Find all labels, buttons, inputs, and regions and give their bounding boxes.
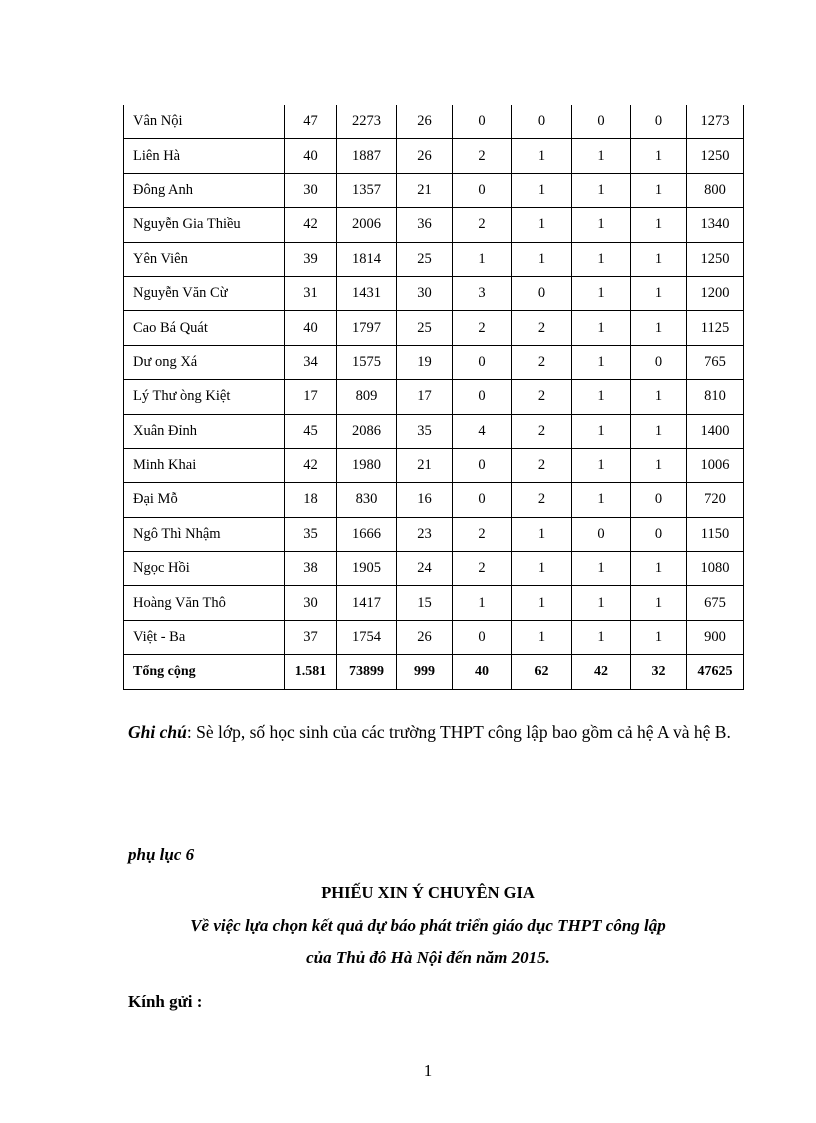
table-cell: 36	[397, 208, 453, 242]
table-cell: 1	[631, 380, 687, 414]
table-cell: 42	[285, 208, 337, 242]
table-row	[124, 380, 744, 414]
table-cell: 1	[631, 139, 687, 173]
table-row	[124, 345, 744, 379]
table-cell: 30	[285, 586, 337, 620]
table-cell: 32	[631, 655, 687, 689]
table-row	[124, 242, 744, 276]
table-cell: 1666	[337, 517, 397, 551]
table-cell: 25	[397, 242, 453, 276]
school-name-cell: Xuân Đỉnh	[124, 414, 285, 448]
table-cell: 2086	[337, 414, 397, 448]
school-name-cell: Đại Mỗ	[124, 483, 285, 517]
table-cell: 40	[285, 311, 337, 345]
table-cell: 800	[687, 173, 744, 207]
table-cell: 1	[631, 173, 687, 207]
table-cell: 1754	[337, 620, 397, 654]
table-cell: 1200	[687, 276, 744, 310]
school-name-cell: Dư ong Xá	[124, 345, 285, 379]
table-cell: 810	[687, 380, 744, 414]
table-cell: 1.581	[285, 655, 337, 689]
table-cell: 1	[512, 586, 572, 620]
table-cell: 1	[631, 414, 687, 448]
table-cell: 1	[572, 173, 631, 207]
table-cell: 1	[512, 517, 572, 551]
school-name-cell: Đông Anh	[124, 173, 285, 207]
table-cell: 1814	[337, 242, 397, 276]
form-subtitle-line-1: Về việc lựa chọn kết quả dự báo phát triển giáo dục THPT công lập	[190, 916, 666, 935]
table-row	[124, 586, 744, 620]
total-label: Tổng cộng	[124, 655, 285, 689]
table-cell: 0	[631, 105, 687, 139]
table-cell: 62	[512, 655, 572, 689]
table-cell: 34	[285, 345, 337, 379]
table-cell: 1	[572, 208, 631, 242]
table-cell: 2	[512, 414, 572, 448]
note-text: : Sè lớp, số học sinh của các trường THPT công lập bao gồm cả hệ A và hệ B.	[186, 722, 731, 742]
table-cell: 1250	[687, 139, 744, 173]
table-cell: 1	[572, 380, 631, 414]
table-cell: 1	[512, 552, 572, 586]
table-cell: 0	[631, 483, 687, 517]
table-cell: 1357	[337, 173, 397, 207]
table-total-row	[124, 655, 744, 689]
table-cell: 1340	[687, 208, 744, 242]
table-cell: 900	[687, 620, 744, 654]
table-cell: 1	[572, 448, 631, 482]
table-cell: 30	[285, 173, 337, 207]
table-body	[124, 105, 744, 689]
table-cell: 1	[512, 139, 572, 173]
table-cell: 1	[512, 242, 572, 276]
table-row	[124, 139, 744, 173]
table-cell: 2	[453, 208, 512, 242]
table-cell: 40	[453, 655, 512, 689]
table-cell: 42	[285, 448, 337, 482]
table-cell: 1	[572, 139, 631, 173]
table-row	[124, 105, 744, 139]
table-cell: 47	[285, 105, 337, 139]
table-cell: 1150	[687, 517, 744, 551]
school-name-cell: Liên Hà	[124, 139, 285, 173]
table-cell: 999	[397, 655, 453, 689]
table-cell: 1	[631, 311, 687, 345]
table-row	[124, 517, 744, 551]
table-cell: 1905	[337, 552, 397, 586]
table-row	[124, 276, 744, 310]
table-cell: 2	[453, 552, 512, 586]
table-cell: 19	[397, 345, 453, 379]
table-cell: 45	[285, 414, 337, 448]
appendix-heading: phụ lục 6	[128, 845, 195, 864]
table-cell: 21	[397, 173, 453, 207]
table-row	[124, 414, 744, 448]
table-cell: 26	[397, 620, 453, 654]
table-cell: 2	[512, 311, 572, 345]
table-cell: 0	[453, 173, 512, 207]
table-cell: 1	[512, 173, 572, 207]
school-statistics-table	[123, 105, 744, 690]
table-cell: 2	[512, 380, 572, 414]
table-cell: 1	[572, 242, 631, 276]
table-cell: 1	[572, 552, 631, 586]
table-cell: 0	[453, 345, 512, 379]
table-cell: 0	[512, 105, 572, 139]
form-title: PHIẾU XIN Ý CHUYÊN GIA	[321, 883, 535, 902]
table-cell: 2273	[337, 105, 397, 139]
table-row	[124, 552, 744, 586]
table-cell: 809	[337, 380, 397, 414]
table-cell: 30	[397, 276, 453, 310]
school-name-cell: Yên Viên	[124, 242, 285, 276]
table-cell: 1250	[687, 242, 744, 276]
school-name-cell: Hoàng Văn Thô	[124, 586, 285, 620]
table-cell: 0	[572, 517, 631, 551]
table-cell: 39	[285, 242, 337, 276]
table-cell: 15	[397, 586, 453, 620]
school-name-cell: Việt - Ba	[124, 620, 285, 654]
table-cell: 1	[572, 483, 631, 517]
table-cell: 2	[453, 311, 512, 345]
table-cell: 47625	[687, 655, 744, 689]
table-row	[124, 448, 744, 482]
form-subtitle-line-2: của Thủ đô Hà Nội đến năm 2015.	[306, 948, 550, 967]
table-cell: 35	[285, 517, 337, 551]
table-cell: 4	[453, 414, 512, 448]
table-cell: 2006	[337, 208, 397, 242]
table-cell: 0	[453, 380, 512, 414]
table-cell: 1	[631, 276, 687, 310]
table-cell: 1006	[687, 448, 744, 482]
table-cell: 2	[453, 139, 512, 173]
table-cell: 1080	[687, 552, 744, 586]
table-cell: 35	[397, 414, 453, 448]
table-cell: 0	[512, 276, 572, 310]
table-cell: 1417	[337, 586, 397, 620]
table-cell: 0	[453, 483, 512, 517]
table-cell: 1	[572, 345, 631, 379]
table-cell: 24	[397, 552, 453, 586]
table-cell: 0	[631, 345, 687, 379]
table-cell: 1	[572, 586, 631, 620]
table-cell: 1980	[337, 448, 397, 482]
table-cell: 0	[572, 105, 631, 139]
school-name-cell: Nguyễn Văn Cừ	[124, 276, 285, 310]
school-name-cell: Ngô Thì Nhậm	[124, 517, 285, 551]
table-cell: 1	[453, 586, 512, 620]
table-cell: 0	[453, 448, 512, 482]
table-cell: 0	[453, 105, 512, 139]
table-cell: 38	[285, 552, 337, 586]
school-name-cell: Ngọc Hồi	[124, 552, 285, 586]
table-cell: 1	[572, 311, 631, 345]
school-name-cell: Minh Khai	[124, 448, 285, 482]
table-cell: 0	[453, 620, 512, 654]
table-cell: 830	[337, 483, 397, 517]
table-cell: 675	[687, 586, 744, 620]
table-cell: 25	[397, 311, 453, 345]
table-cell: 40	[285, 139, 337, 173]
table-cell: 26	[397, 105, 453, 139]
table-cell: 1	[631, 552, 687, 586]
school-name-cell: Lý Thư òng Kiệt	[124, 380, 285, 414]
table-cell: 1575	[337, 345, 397, 379]
table-cell: 1	[572, 276, 631, 310]
table-cell: 1887	[337, 139, 397, 173]
table-cell: 2	[512, 483, 572, 517]
table-cell: 1	[631, 448, 687, 482]
table-cell: 31	[285, 276, 337, 310]
table-cell: 21	[397, 448, 453, 482]
page-number: 1	[423, 1061, 433, 1080]
greeting-label: Kính gửi :	[128, 992, 203, 1011]
table-cell: 1400	[687, 414, 744, 448]
table-cell: 37	[285, 620, 337, 654]
table-row	[124, 620, 744, 654]
table-row	[124, 483, 744, 517]
table-cell: 1	[453, 242, 512, 276]
table-cell: 17	[285, 380, 337, 414]
table-cell: 1	[572, 620, 631, 654]
table-cell: 16	[397, 483, 453, 517]
table-cell: 720	[687, 483, 744, 517]
table-cell: 23	[397, 517, 453, 551]
note-paragraph	[128, 716, 738, 748]
table-cell: 73899	[337, 655, 397, 689]
table-cell: 3	[453, 276, 512, 310]
table-cell: 2	[453, 517, 512, 551]
school-name-cell: Cao Bá Quát	[124, 311, 285, 345]
table-cell: 42	[572, 655, 631, 689]
note-label: Ghi chú	[128, 722, 187, 742]
table-cell: 1	[631, 242, 687, 276]
table-cell: 765	[687, 345, 744, 379]
table-row	[124, 208, 744, 242]
table-cell: 18	[285, 483, 337, 517]
school-name-cell: Nguyễn Gia Thiều	[124, 208, 285, 242]
table-cell: 26	[397, 139, 453, 173]
school-name-cell: Vân Nội	[124, 105, 285, 139]
table-cell: 1125	[687, 311, 744, 345]
table-cell: 1273	[687, 105, 744, 139]
table-cell: 0	[631, 517, 687, 551]
table-cell: 2	[512, 345, 572, 379]
table-cell: 1431	[337, 276, 397, 310]
table-cell: 2	[512, 448, 572, 482]
table-cell: 1	[631, 208, 687, 242]
table-cell: 1	[631, 620, 687, 654]
table-row	[124, 311, 744, 345]
table-cell: 1	[572, 414, 631, 448]
table-row	[124, 173, 744, 207]
table-cell: 1797	[337, 311, 397, 345]
table-cell: 1	[631, 586, 687, 620]
table-cell: 1	[512, 208, 572, 242]
table-cell: 17	[397, 380, 453, 414]
table-cell: 1	[512, 620, 572, 654]
